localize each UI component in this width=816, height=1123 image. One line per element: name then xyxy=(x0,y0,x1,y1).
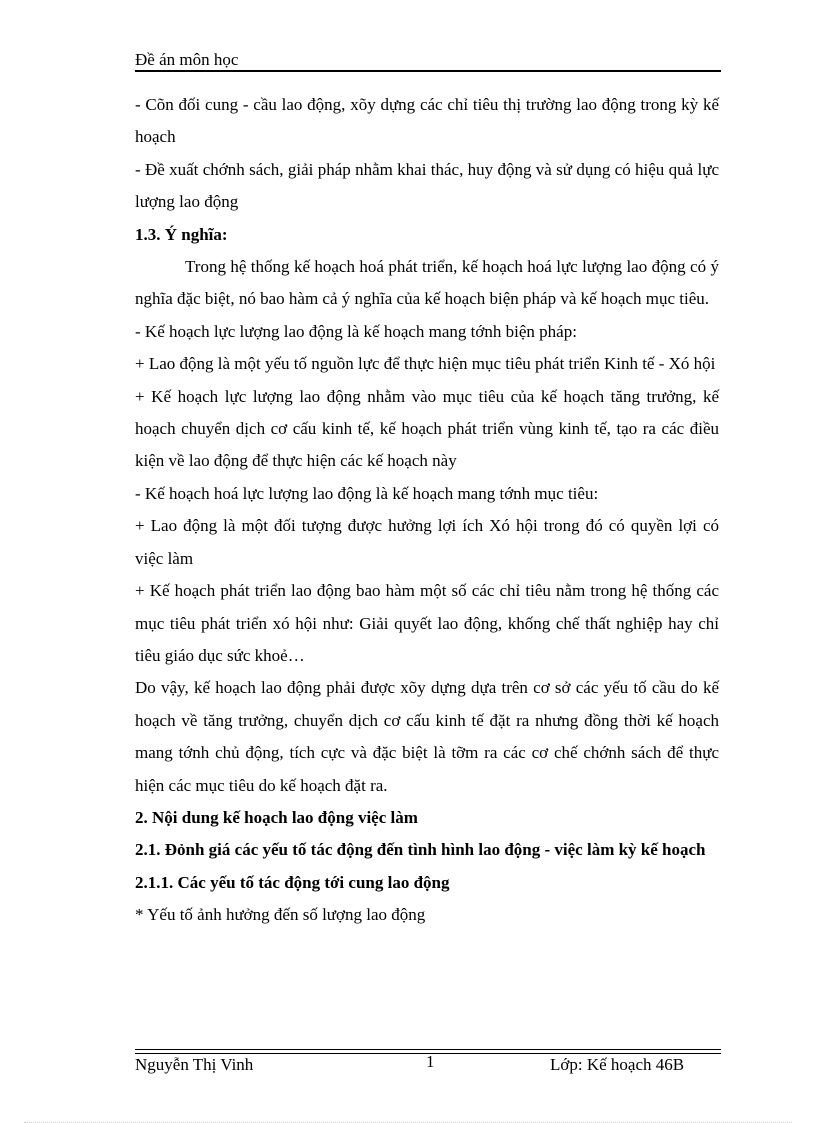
paragraph: + Kế hoạch phát triển lao động bao hàm một số các chỉ tiêu nằm trong hệ thống các mục tiêu phát triển xó hội như: Giải quyết lao động, khống chế thất nghiệp hay chỉ tiêu giáo dục sức khoẻ… xyxy=(135,581,719,665)
footer-page-number: 1 xyxy=(426,1052,435,1071)
paragraph: - Cõn đối cung - cầu lao động, xõy dựng các chỉ tiêu thị trường lao động trong kỳ kế hoạch xyxy=(135,95,719,147)
section-heading: 2. Nội dung kế hoạch lao động việc làm xyxy=(135,807,418,827)
page-header-title: Đề án môn học xyxy=(135,50,239,69)
document-body xyxy=(135,89,719,932)
paragraph: + Kế hoạch lực lượng lao động nhằm vào mục tiêu của kế hoạch tăng trưởng, kế hoạch chuyển dịch cơ cấu kinh tế, kế hoạch phát triển vùng kinh tế, tạo ra các điều kiện về lao động để thực hiện các kế hoạch này xyxy=(135,386,719,471)
section-heading: 1.3. Ý nghĩa: xyxy=(135,224,228,244)
paragraph: - Đề xuất chớnh sách, giải pháp nhằm khai thác, huy động và sử dụng có hiệu quả lực lượng lao động xyxy=(135,159,719,212)
paragraph: + Lao động là một đối tượng được hưởng lợi ích Xó hội trong đó có quyền lợi có việc làm xyxy=(135,516,719,568)
paragraph: - Kế hoạch hoá lực lượng lao động là kế hoạch mang tớnh mục tiêu: xyxy=(135,483,599,503)
section-heading: 2.1. Đỏnh giá các yếu tố tác động đến tình hình lao động - việc làm kỳ kế hoạch xyxy=(135,840,706,860)
paragraph: - Kế hoạch lực lượng lao động là kế hoạch mang tớnh biện pháp: xyxy=(135,321,577,341)
paragraph: Trong hệ thống kế hoạch hoá phát triển, kế hoạch hoá lực lượng lao động có ý nghĩa đặc biệt, nó bao hàm cả ý nghĩa của kế hoạch biện pháp và kế hoạch mục tiêu. xyxy=(135,257,719,309)
header-divider xyxy=(135,70,721,72)
footer-class: Lớp: Kế hoạch 46B xyxy=(550,1055,685,1074)
paragraph: * Yếu tố ảnh hưởng đến số lượng lao động xyxy=(135,905,426,925)
section-heading: 2.1.1. Các yếu tố tác động tới cung lao động xyxy=(135,872,450,892)
paragraph: Do vậy, kế hoạch lao động phải được xõy dựng dựa trên cơ sở các yếu tố cầu do kế hoạch về tăng trưởng, chuyển dịch cơ cấu kinh tế đặt ra nhưng đồng thời kế hoạch mang tớnh chủ động, tích cực và đặc biệt là tỡm ra các cơ chế chớnh sách để thực hiện các mục tiêu do kế hoạch đặt ra. xyxy=(135,678,719,795)
paragraph: + Lao động là một yếu tố nguồn lực để thực hiện mục tiêu phát triển Kinh tế - Xó hội xyxy=(135,354,716,374)
footer-author: Nguyễn Thị Vinh xyxy=(135,1055,254,1074)
